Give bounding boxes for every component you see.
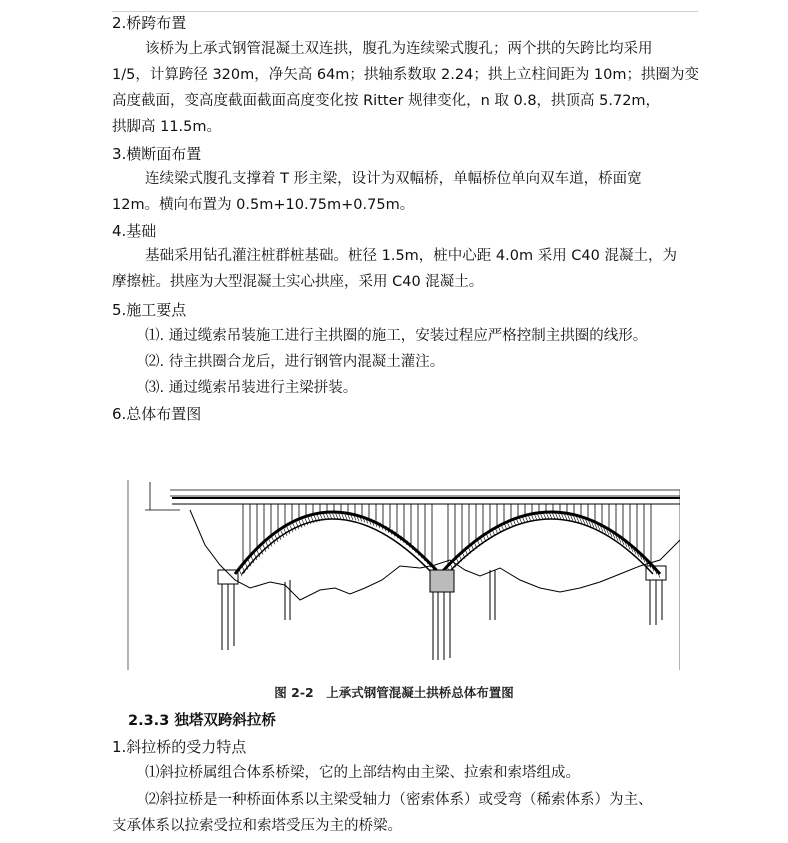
paragraph-line: 12m。横向布置为 0.5m+10.75m+0.75m。	[112, 197, 415, 213]
construction-item: ⑴. 通过缆索吊装施工进行主拱圈的施工，安装过程应严格控制主拱圈的线形。	[145, 328, 648, 344]
heading-foundation: 4.基础	[112, 222, 157, 240]
arch-ribs	[235, 512, 660, 574]
subsection-heading: 2.3.3 独塔双跨斜拉桥	[128, 713, 276, 729]
heading-construction: 5.施工要点	[112, 301, 187, 319]
paragraph-line: 1/5，计算跨径 320m，净矢高 64m；拱轴系数取 2.24；拱上立柱间距为 10m；拱圈为变	[112, 67, 700, 83]
figure-caption: 图 2-2 上承式钢管混凝土拱桥总体布置图	[274, 685, 514, 700]
heading-cable-stayed-features: 1.斜拉桥的受力特点	[112, 738, 247, 756]
heading-span-layout: 2.桥跨布置	[112, 14, 187, 32]
paragraph-line: 摩擦桩。拱座为大型混凝土实心拱座，采用 C40 混凝土。	[112, 274, 484, 290]
paragraph-line: 拱脚高 11.5m。	[112, 119, 222, 135]
construction-item: ⑵. 待主拱圈合龙后，进行钢管内混凝土灌注。	[145, 354, 445, 370]
construction-item: ⑶. 通过缆索吊装进行主梁拼装。	[145, 380, 358, 396]
paragraph-line: 基础采用钻孔灌注桩群桩基础。桩径 1.5m，桩中心距 4.0m 采用 C40 混凝土，为	[145, 248, 677, 264]
paragraph-line: 高度截面，变高度截面截面高度变化按 Ritter 规律变化，n 取 0.8，拱顶高 5.72m，	[112, 93, 661, 109]
paragraph-line: 连续梁式腹孔支撑着 T 形主梁，设计为双幅桥，单幅桥位单向双车道，桥面宽	[145, 171, 642, 187]
foundation-piles	[218, 490, 680, 670]
bridge-elevation-drawing	[120, 470, 680, 670]
paragraph-line: ⑴斜拉桥属组合体系桥梁，它的上部结构由主梁、拉索和索塔组成。	[145, 765, 580, 781]
paragraph-line: 该桥为上承式钢管混凝土双连拱，腹孔为连续梁式腹孔；两个拱的矢跨比均采用	[145, 41, 653, 57]
spandrel-columns	[243, 504, 651, 565]
heading-general-layout: 6.总体布置图	[112, 405, 202, 423]
paragraph-line: ⑵斜拉桥是一种桥面体系以主梁受轴力（密索体系）或受弯（稀索体系）为主、	[145, 792, 653, 808]
paragraph-line: 支承体系以拉索受拉和索塔受压为主的桥梁。	[112, 818, 402, 834]
heading-cross-section: 3.横断面布置	[112, 145, 202, 163]
arch-hatch-stroke	[239, 569, 242, 576]
